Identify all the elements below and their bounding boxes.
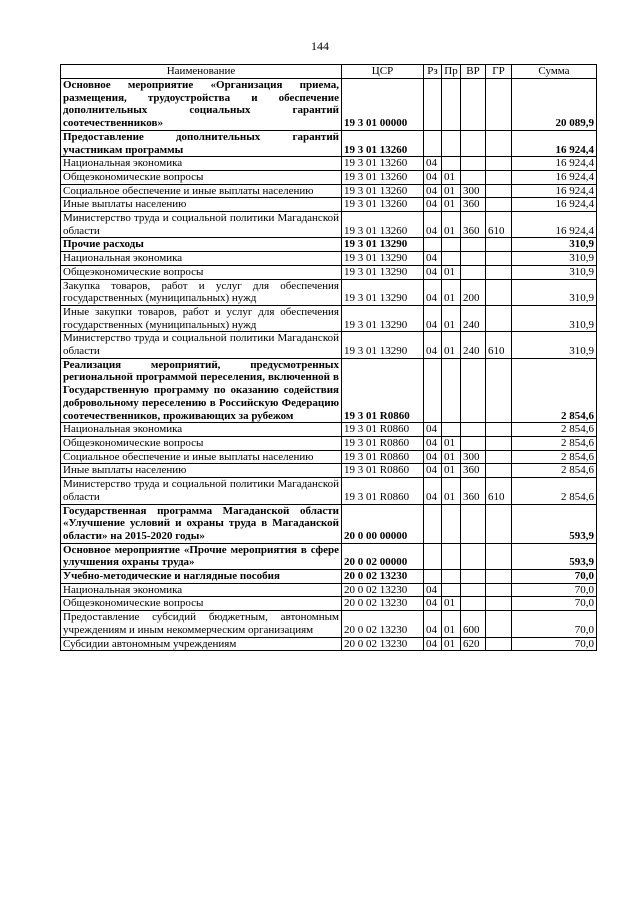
cell-rz xyxy=(424,79,442,131)
table-row xyxy=(61,212,597,238)
cell-pr xyxy=(442,504,461,543)
cell-pr: 01 xyxy=(442,597,461,611)
cell-sum: 70,0 xyxy=(512,611,597,637)
cell-name: Закупка товаров, работ и услуг для обеспечения государственных (муниципальных) нужд xyxy=(61,279,342,305)
cell-rz: 04 xyxy=(424,265,442,279)
cell-pr xyxy=(442,570,461,584)
cell-rz: 04 xyxy=(424,611,442,637)
cell-sum: 70,0 xyxy=(512,597,597,611)
cell-vr: 300 xyxy=(461,184,486,198)
cell-name: Предоставление дополнительных гарантий участникам программы xyxy=(61,130,342,156)
cell-gr xyxy=(486,570,512,584)
cell-name: Национальная экономика xyxy=(61,252,342,266)
cell-name: Общеэкономические вопросы xyxy=(61,436,342,450)
cell-gr xyxy=(486,279,512,305)
cell-gr xyxy=(486,184,512,198)
cell-csr: 19 3 01 R0860 xyxy=(342,423,424,437)
cell-sum: 2 854,6 xyxy=(512,464,597,478)
cell-rz: 04 xyxy=(424,583,442,597)
cell-name: Прочие расходы xyxy=(61,238,342,252)
cell-vr xyxy=(461,265,486,279)
cell-vr: 240 xyxy=(461,332,486,358)
cell-vr xyxy=(461,583,486,597)
table-row xyxy=(61,332,597,358)
cell-rz: 04 xyxy=(424,279,442,305)
cell-csr: 19 3 01 13260 xyxy=(342,212,424,238)
cell-vr: 360 xyxy=(461,478,486,504)
cell-vr: 600 xyxy=(461,611,486,637)
cell-rz: 04 xyxy=(424,597,442,611)
cell-sum: 2 854,6 xyxy=(512,358,597,423)
table-row xyxy=(61,170,597,184)
cell-rz: 04 xyxy=(424,305,442,331)
cell-sum: 310,9 xyxy=(512,305,597,331)
table-row xyxy=(61,358,597,423)
cell-csr: 19 3 01 13260 xyxy=(342,157,424,171)
header-sum: Сумма xyxy=(512,65,597,79)
cell-csr: 19 3 01 13290 xyxy=(342,332,424,358)
table-row xyxy=(61,450,597,464)
cell-gr xyxy=(486,305,512,331)
cell-csr: 19 3 01 00000 xyxy=(342,79,424,131)
table-row xyxy=(61,130,597,156)
cell-name: Социальное обеспечение и иные выплаты населению xyxy=(61,450,342,464)
cell-gr xyxy=(486,464,512,478)
cell-csr: 19 3 01 R0860 xyxy=(342,478,424,504)
cell-rz: 04 xyxy=(424,198,442,212)
cell-sum: 2 854,6 xyxy=(512,478,597,504)
cell-gr xyxy=(486,504,512,543)
cell-gr xyxy=(486,543,512,569)
cell-vr xyxy=(461,130,486,156)
table-row xyxy=(61,279,597,305)
header-csr: ЦСР xyxy=(342,65,424,79)
cell-gr xyxy=(486,583,512,597)
cell-sum: 310,9 xyxy=(512,265,597,279)
cell-pr xyxy=(442,358,461,423)
cell-gr xyxy=(486,358,512,423)
cell-csr: 19 3 01 R0860 xyxy=(342,358,424,423)
table-row xyxy=(61,597,597,611)
cell-csr: 20 0 02 00000 xyxy=(342,543,424,569)
cell-vr xyxy=(461,436,486,450)
cell-vr: 360 xyxy=(461,464,486,478)
cell-csr: 20 0 02 13230 xyxy=(342,597,424,611)
cell-name: Государственная программа Магаданской области «Улучшение условий и охраны труда в Магаданской области» на 2015-2020 годы» xyxy=(61,504,342,543)
cell-sum: 310,9 xyxy=(512,252,597,266)
cell-gr: 610 xyxy=(486,212,512,238)
cell-pr xyxy=(442,79,461,131)
cell-rz: 04 xyxy=(424,170,442,184)
cell-pr: 01 xyxy=(442,265,461,279)
cell-pr: 01 xyxy=(442,212,461,238)
cell-csr: 20 0 02 13230 xyxy=(342,611,424,637)
cell-name: Министерство труда и социальной политики Магаданской области xyxy=(61,478,342,504)
cell-rz: 04 xyxy=(424,436,442,450)
cell-vr xyxy=(461,570,486,584)
cell-csr: 19 3 01 13260 xyxy=(342,130,424,156)
table-row xyxy=(61,265,597,279)
cell-sum: 16 924,4 xyxy=(512,184,597,198)
cell-pr xyxy=(442,157,461,171)
cell-sum: 593,9 xyxy=(512,504,597,543)
cell-pr: 01 xyxy=(442,436,461,450)
cell-name: Министерство труда и социальной политики Магаданской области xyxy=(61,332,342,358)
cell-gr: 610 xyxy=(486,332,512,358)
table-row xyxy=(61,79,597,131)
cell-gr xyxy=(486,198,512,212)
cell-sum: 593,9 xyxy=(512,543,597,569)
cell-name: Иные выплаты населению xyxy=(61,198,342,212)
cell-gr xyxy=(486,611,512,637)
cell-rz xyxy=(424,130,442,156)
cell-pr xyxy=(442,130,461,156)
cell-name: Социальное обеспечение и иные выплаты населению xyxy=(61,184,342,198)
cell-csr: 19 3 01 13290 xyxy=(342,252,424,266)
cell-csr: 19 3 01 13260 xyxy=(342,170,424,184)
cell-pr: 01 xyxy=(442,637,461,651)
cell-gr xyxy=(486,423,512,437)
cell-sum: 310,9 xyxy=(512,332,597,358)
cell-vr: 360 xyxy=(461,212,486,238)
cell-name: Национальная экономика xyxy=(61,157,342,171)
cell-vr xyxy=(461,504,486,543)
cell-vr: 360 xyxy=(461,198,486,212)
header-name: Наименование xyxy=(61,65,342,79)
cell-rz: 04 xyxy=(424,478,442,504)
cell-pr: 01 xyxy=(442,198,461,212)
cell-rz: 04 xyxy=(424,423,442,437)
cell-name: Министерство труда и социальной политики Магаданской области xyxy=(61,212,342,238)
cell-sum: 70,0 xyxy=(512,583,597,597)
cell-sum: 16 924,4 xyxy=(512,198,597,212)
cell-pr xyxy=(442,583,461,597)
cell-rz xyxy=(424,504,442,543)
table-row xyxy=(61,423,597,437)
cell-sum: 2 854,6 xyxy=(512,423,597,437)
cell-rz: 04 xyxy=(424,212,442,238)
cell-sum: 310,9 xyxy=(512,279,597,305)
cell-csr: 19 3 01 13290 xyxy=(342,238,424,252)
cell-pr: 01 xyxy=(442,478,461,504)
table-row xyxy=(61,252,597,266)
table-row xyxy=(61,464,597,478)
cell-pr xyxy=(442,252,461,266)
cell-name: Реализация мероприятий, предусмотренных региональной программой переселения, включенной в Государственную программу по оказанию содействия добровольному переселению в Российскую Федерацию соотечественников, проживающих за рубежом xyxy=(61,358,342,423)
cell-csr: 19 3 01 13290 xyxy=(342,305,424,331)
cell-gr xyxy=(486,170,512,184)
cell-csr: 19 3 01 R0860 xyxy=(342,464,424,478)
header-gr: ГР xyxy=(486,65,512,79)
table-row xyxy=(61,198,597,212)
cell-gr xyxy=(486,450,512,464)
cell-gr xyxy=(486,597,512,611)
cell-pr: 01 xyxy=(442,464,461,478)
header-pr: Пр xyxy=(442,65,461,79)
cell-vr xyxy=(461,252,486,266)
cell-pr: 01 xyxy=(442,279,461,305)
cell-name: Учебно-методические и наглядные пособия xyxy=(61,570,342,584)
cell-rz: 04 xyxy=(424,637,442,651)
table-row xyxy=(61,637,597,651)
table-body xyxy=(61,79,597,651)
cell-csr: 19 3 01 13260 xyxy=(342,184,424,198)
cell-csr: 19 3 01 R0860 xyxy=(342,436,424,450)
table-row xyxy=(61,583,597,597)
cell-sum: 16 924,4 xyxy=(512,157,597,171)
cell-name: Предоставление субсидий бюджетным, автономным учреждениям и иным некоммерческим организациям xyxy=(61,611,342,637)
cell-sum: 310,9 xyxy=(512,238,597,252)
table-row xyxy=(61,305,597,331)
cell-name: Национальная экономика xyxy=(61,583,342,597)
cell-sum: 70,0 xyxy=(512,570,597,584)
cell-sum: 2 854,6 xyxy=(512,436,597,450)
cell-csr: 20 0 00 00000 xyxy=(342,504,424,543)
cell-rz: 04 xyxy=(424,157,442,171)
table-row xyxy=(61,184,597,198)
cell-name: Общеэкономические вопросы xyxy=(61,597,342,611)
cell-pr: 01 xyxy=(442,332,461,358)
table-row xyxy=(61,238,597,252)
cell-vr xyxy=(461,597,486,611)
cell-rz: 04 xyxy=(424,332,442,358)
cell-csr: 19 3 01 13260 xyxy=(342,198,424,212)
cell-gr xyxy=(486,265,512,279)
cell-gr xyxy=(486,79,512,131)
cell-vr: 300 xyxy=(461,450,486,464)
cell-vr: 240 xyxy=(461,305,486,331)
cell-gr xyxy=(486,252,512,266)
budget-table xyxy=(60,64,597,651)
cell-rz xyxy=(424,543,442,569)
cell-pr: 01 xyxy=(442,450,461,464)
cell-name: Субсидии автономным учреждениям xyxy=(61,637,342,651)
cell-rz xyxy=(424,238,442,252)
cell-csr: 19 3 01 13290 xyxy=(342,279,424,305)
table-row xyxy=(61,157,597,171)
table-row xyxy=(61,611,597,637)
cell-gr xyxy=(486,238,512,252)
cell-name: Иные выплаты населению xyxy=(61,464,342,478)
cell-name: Общеэкономические вопросы xyxy=(61,265,342,279)
cell-csr: 20 0 02 13230 xyxy=(342,570,424,584)
cell-pr: 01 xyxy=(442,184,461,198)
cell-name: Основное мероприятие «Прочие мероприятия в сфере улучшения охраны труда» xyxy=(61,543,342,569)
table-header-row xyxy=(61,65,597,79)
cell-rz xyxy=(424,358,442,423)
cell-vr xyxy=(461,79,486,131)
cell-sum: 16 924,4 xyxy=(512,212,597,238)
page-number: 144 xyxy=(311,39,329,53)
table-row xyxy=(61,436,597,450)
cell-vr: 200 xyxy=(461,279,486,305)
cell-gr xyxy=(486,157,512,171)
cell-vr xyxy=(461,358,486,423)
cell-pr: 01 xyxy=(442,305,461,331)
cell-name: Иные закупки товаров, работ и услуг для обеспечения государственных (муниципальных) нужд xyxy=(61,305,342,331)
cell-rz: 04 xyxy=(424,450,442,464)
cell-csr: 19 3 01 R0860 xyxy=(342,450,424,464)
cell-csr: 20 0 02 13230 xyxy=(342,583,424,597)
cell-rz: 04 xyxy=(424,184,442,198)
cell-pr: 01 xyxy=(442,170,461,184)
cell-pr xyxy=(442,543,461,569)
cell-vr xyxy=(461,170,486,184)
cell-vr xyxy=(461,423,486,437)
cell-gr xyxy=(486,130,512,156)
cell-vr xyxy=(461,157,486,171)
cell-name: Основное мероприятие «Организация приема, размещения, трудоустройства и обеспечение дополнительных социальных гарантий соотечественников» xyxy=(61,79,342,131)
cell-pr xyxy=(442,423,461,437)
cell-gr xyxy=(486,436,512,450)
cell-rz xyxy=(424,570,442,584)
table-row xyxy=(61,504,597,543)
cell-rz: 04 xyxy=(424,252,442,266)
cell-name: Национальная экономика xyxy=(61,423,342,437)
cell-sum: 16 924,4 xyxy=(512,170,597,184)
cell-gr xyxy=(486,637,512,651)
cell-rz: 04 xyxy=(424,464,442,478)
header-rz: Рз xyxy=(424,65,442,79)
cell-gr: 610 xyxy=(486,478,512,504)
cell-sum: 70,0 xyxy=(512,637,597,651)
cell-name: Общеэкономические вопросы xyxy=(61,170,342,184)
cell-vr xyxy=(461,543,486,569)
cell-csr: 20 0 02 13230 xyxy=(342,637,424,651)
table-row xyxy=(61,543,597,569)
header-vr: ВР xyxy=(461,65,486,79)
cell-csr: 19 3 01 13290 xyxy=(342,265,424,279)
table-row xyxy=(61,478,597,504)
cell-vr xyxy=(461,238,486,252)
cell-sum: 2 854,6 xyxy=(512,450,597,464)
cell-pr xyxy=(442,238,461,252)
table-row xyxy=(61,570,597,584)
cell-pr: 01 xyxy=(442,611,461,637)
cell-sum: 20 089,9 xyxy=(512,79,597,131)
cell-sum: 16 924,4 xyxy=(512,130,597,156)
cell-vr: 620 xyxy=(461,637,486,651)
